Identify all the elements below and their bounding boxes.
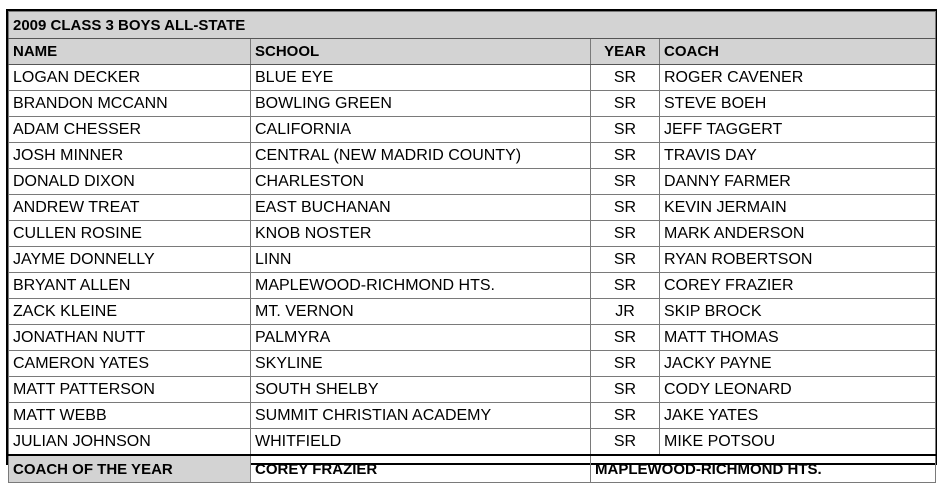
- cell-coach: ROGER CAVENER: [660, 65, 936, 91]
- cell-year: SR: [591, 91, 660, 117]
- cell-name: JULIAN JOHNSON: [9, 429, 251, 456]
- cell-year: SR: [591, 143, 660, 169]
- cell-school: MAPLEWOOD-RICHMOND HTS.: [251, 273, 591, 299]
- table-row: [9, 117, 936, 143]
- cell-year: SR: [591, 273, 660, 299]
- cell-coach: COREY FRAZIER: [660, 273, 936, 299]
- cell-school: BLUE EYE: [251, 65, 591, 91]
- table-row: [9, 429, 936, 456]
- table-row: [9, 377, 936, 403]
- cell-year: SR: [591, 65, 660, 91]
- header-school: SCHOOL: [251, 39, 591, 65]
- coach-of-year-name: COREY FRAZIER: [251, 455, 591, 483]
- cell-year: SR: [591, 247, 660, 273]
- cell-school: SUMMIT CHRISTIAN ACADEMY: [251, 403, 591, 429]
- header-coach: COACH: [660, 39, 936, 65]
- table-row: [9, 195, 936, 221]
- cell-coach: RYAN ROBERTSON: [660, 247, 936, 273]
- table-row: [9, 91, 936, 117]
- cell-year: SR: [591, 117, 660, 143]
- cell-name: BRYANT ALLEN: [9, 273, 251, 299]
- cell-school: LINN: [251, 247, 591, 273]
- cell-name: BRANDON MCCANN: [9, 91, 251, 117]
- cell-year: SR: [591, 221, 660, 247]
- cell-name: ANDREW TREAT: [9, 195, 251, 221]
- cell-name: ZACK KLEINE: [9, 299, 251, 325]
- cell-name: DONALD DIXON: [9, 169, 251, 195]
- all-state-sheet: [6, 9, 937, 478]
- header-year: YEAR: [591, 39, 660, 65]
- cell-school: CHARLESTON: [251, 169, 591, 195]
- table-row: [9, 221, 936, 247]
- cell-year: SR: [591, 169, 660, 195]
- header-row: [9, 39, 936, 65]
- header-name: NAME: [9, 39, 251, 65]
- cell-name: JOSH MINNER: [9, 143, 251, 169]
- footer-row: [9, 455, 936, 483]
- cell-name: CAMERON YATES: [9, 351, 251, 377]
- cell-name: CULLEN ROSINE: [9, 221, 251, 247]
- table-row: [9, 247, 936, 273]
- cell-coach: MARK ANDERSON: [660, 221, 936, 247]
- cell-year: SR: [591, 429, 660, 456]
- cell-coach: CODY LEONARD: [660, 377, 936, 403]
- cell-coach: KEVIN JERMAIN: [660, 195, 936, 221]
- coach-of-year-school: MAPLEWOOD-RICHMOND HTS.: [591, 455, 936, 483]
- cell-year: SR: [591, 325, 660, 351]
- cell-coach: MATT THOMAS: [660, 325, 936, 351]
- table-row: [9, 325, 936, 351]
- cell-school: KNOB NOSTER: [251, 221, 591, 247]
- table-row: [9, 143, 936, 169]
- cell-coach: STEVE BOEH: [660, 91, 936, 117]
- cell-name: MATT WEBB: [9, 403, 251, 429]
- cell-school: SKYLINE: [251, 351, 591, 377]
- cell-coach: SKIP BROCK: [660, 299, 936, 325]
- cell-school: MT. VERNON: [251, 299, 591, 325]
- cell-school: CENTRAL (NEW MADRID COUNTY): [251, 143, 591, 169]
- cell-year: SR: [591, 377, 660, 403]
- coach-of-year-label: COACH OF THE YEAR: [9, 455, 251, 483]
- cell-school: EAST BUCHANAN: [251, 195, 591, 221]
- table-row: [9, 351, 936, 377]
- cell-name: ADAM CHESSER: [9, 117, 251, 143]
- cell-name: JONATHAN NUTT: [9, 325, 251, 351]
- cell-name: JAYME DONNELLY: [9, 247, 251, 273]
- cell-school: WHITFIELD: [251, 429, 591, 456]
- table-row: [9, 65, 936, 91]
- cell-coach: MIKE POTSOU: [660, 429, 936, 456]
- cell-name: MATT PATTERSON: [9, 377, 251, 403]
- all-state-table: [8, 11, 936, 483]
- cell-year: SR: [591, 403, 660, 429]
- table-row: [9, 273, 936, 299]
- cell-coach: TRAVIS DAY: [660, 143, 936, 169]
- table-row: [9, 169, 936, 195]
- table-title: 2009 CLASS 3 BOYS ALL-STATE: [9, 12, 936, 39]
- cell-year: JR: [591, 299, 660, 325]
- cell-coach: JAKE YATES: [660, 403, 936, 429]
- cell-coach: JACKY PAYNE: [660, 351, 936, 377]
- cell-coach: JEFF TAGGERT: [660, 117, 936, 143]
- title-row: [9, 12, 936, 39]
- cell-school: PALMYRA: [251, 325, 591, 351]
- cell-year: SR: [591, 351, 660, 377]
- table-row: [9, 403, 936, 429]
- cell-school: SOUTH SHELBY: [251, 377, 591, 403]
- cell-school: CALIFORNIA: [251, 117, 591, 143]
- cell-year: SR: [591, 195, 660, 221]
- cell-coach: DANNY FARMER: [660, 169, 936, 195]
- table-row: [9, 299, 936, 325]
- cell-school: BOWLING GREEN: [251, 91, 591, 117]
- cell-name: LOGAN DECKER: [9, 65, 251, 91]
